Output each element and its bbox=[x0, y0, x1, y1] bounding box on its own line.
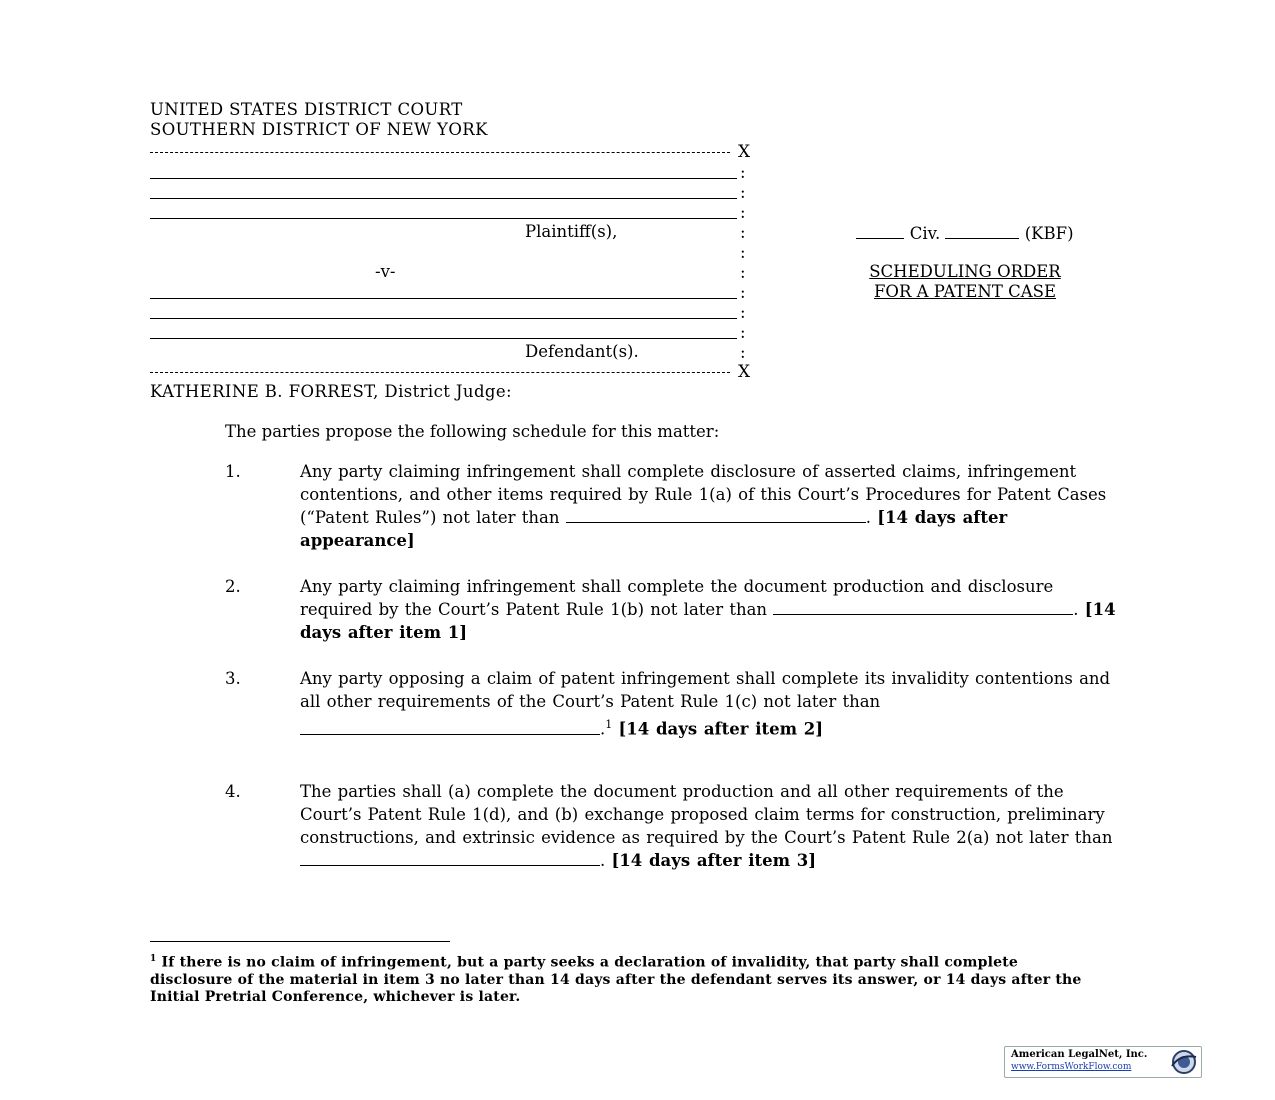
item-number: 4. bbox=[225, 782, 241, 801]
plaintiff-label: Plaintiff(s), bbox=[525, 222, 618, 241]
caption-colon: : bbox=[740, 203, 746, 222]
item-deadline-note: [14 days after item 3] bbox=[611, 851, 817, 870]
defendant-label: Defendant(s). bbox=[525, 342, 639, 361]
company-name: American LegalNet, Inc. bbox=[1011, 1049, 1148, 1060]
versus-label: -v- bbox=[375, 262, 396, 281]
item-number: 1. bbox=[225, 462, 241, 481]
caption-colon: : bbox=[740, 183, 746, 202]
caption-top-dashed-rule bbox=[150, 152, 730, 153]
plaintiff-blank-line-3[interactable] bbox=[150, 218, 737, 219]
date-blank[interactable] bbox=[300, 718, 600, 735]
item-text: Any party claiming infringement shall complete disclosure of asserted claims, infringement contentions, and other items required by Rule 1(a) of this Court’s Procedures for Patent Cases (“Patent Rules”) not later than bbox=[300, 462, 1107, 527]
item-deadline-note: [14 days after appearance] bbox=[300, 508, 1008, 550]
caption-colon: : bbox=[740, 263, 746, 282]
caption-colon: : bbox=[740, 223, 746, 242]
caption-bottom-x: X bbox=[738, 362, 751, 382]
doc-title-line2: FOR A PATENT CASE bbox=[873, 282, 1057, 301]
defendant-blank-line-3[interactable] bbox=[150, 338, 737, 339]
company-url[interactable]: www.FormsWorkFlow.com bbox=[1011, 1062, 1132, 1072]
american-legalnet-logo[interactable] bbox=[1004, 1046, 1202, 1078]
caption-top-x: X bbox=[738, 142, 751, 162]
item-body: Any party claiming infringement shall complete disclosure of asserted claims, infringement contentions, and other items required by Rule 1(a) of this Court’s Procedures for Patent Cases (“Patent Rules”) not later than . [14 days after appearance] bbox=[300, 462, 1107, 550]
item-body: Any party opposing a claim of patent infringement shall complete its invalidity contentions and all other requirements of the Court’s Patent Rule 1(c) not later than .$^1$ [14 days after item 2] bbox=[300, 669, 1111, 739]
date-blank[interactable] bbox=[773, 598, 1073, 615]
defendant-blank-line-1[interactable] bbox=[150, 298, 737, 299]
court-name-line2: SOUTHERN DISTRICT OF NEW YORK bbox=[150, 120, 488, 139]
item-number: 2. bbox=[225, 577, 241, 596]
plaintiff-blank-line-2[interactable] bbox=[150, 198, 737, 199]
caption-colon: : bbox=[740, 303, 746, 322]
footnote-rule bbox=[150, 941, 450, 942]
caption-colon: : bbox=[740, 243, 746, 262]
caption-bottom-dashed-rule bbox=[150, 372, 730, 373]
item-text: Any party opposing a claim of patent infringement shall complete its invalidity contentions and all other requirements of the Court’s Patent Rule 1(c) not later than bbox=[300, 669, 1111, 711]
item-body: Any party claiming infringement shall complete the document production and disclosure required by the Court’s Patent Rule 1(b) not later than . [14 days after item 1] bbox=[300, 577, 1116, 642]
date-blank[interactable] bbox=[300, 849, 600, 866]
case-year-blank[interactable] bbox=[856, 222, 904, 239]
doc-title-line1: SCHEDULING ORDER bbox=[869, 262, 1061, 281]
caption-colon: : bbox=[740, 163, 746, 182]
defendant-blank-line-2[interactable] bbox=[150, 318, 737, 319]
item-number: 3. bbox=[225, 669, 241, 688]
caption-colon: : bbox=[740, 283, 746, 302]
plaintiff-blank-line-1[interactable] bbox=[150, 178, 737, 179]
date-blank[interactable] bbox=[566, 506, 866, 523]
footnote-marker: 1 bbox=[150, 954, 157, 964]
caption-colon: : bbox=[740, 323, 746, 342]
case-number bbox=[800, 222, 1130, 244]
caption-colon: : bbox=[740, 343, 746, 362]
civ-label: Civ. bbox=[909, 224, 941, 243]
item-deadline-note: [14 days after item 1] bbox=[300, 600, 1116, 642]
item-deadline-note: [14 days after item 2] bbox=[618, 719, 824, 739]
item-text: The parties shall (a) complete the document production and all other requirements of the Court’s Patent Rule 1(d), and (b) exchange proposed claim terms for construction, preliminary constructions, and extrinsic evidence as required by the Court’s Patent Rule 2(a) not later than bbox=[300, 782, 1113, 847]
judge-line: KATHERINE B. FORREST, District Judge: bbox=[150, 382, 513, 401]
footnote-ref: 1 bbox=[605, 718, 613, 731]
case-number-blank[interactable] bbox=[945, 222, 1019, 239]
footnote-text: If there is no claim of infringement, but a party seeks a declaration of invalidity, that party shall complete disclosure of the material in item 3 no later than 14 days after the defendant serves its answer, or 14 days after the Initial Pretrial Conference, whichever is later. bbox=[150, 954, 1082, 1005]
court-name-line1: UNITED STATES DISTRICT COURT bbox=[150, 100, 463, 119]
footnote bbox=[150, 951, 1100, 1006]
intro-paragraph: The parties propose the following schedule for this matter: bbox=[225, 422, 720, 441]
item-text: Any party claiming infringement shall complete the document production and disclosure required by the Court’s Patent Rule 1(b) not later than bbox=[300, 577, 1054, 619]
judge-code: (KBF) bbox=[1024, 224, 1074, 243]
globe-icon bbox=[1168, 1048, 1198, 1076]
item-body: The parties shall (a) complete the document production and all other requirements of the Court’s Patent Rule 1(d), and (b) exchange proposed claim terms for construction, preliminary constructions, and extrinsic evidence as required by the Court’s Patent Rule 2(a) not later than . [14 days after item 3] bbox=[300, 782, 1113, 870]
